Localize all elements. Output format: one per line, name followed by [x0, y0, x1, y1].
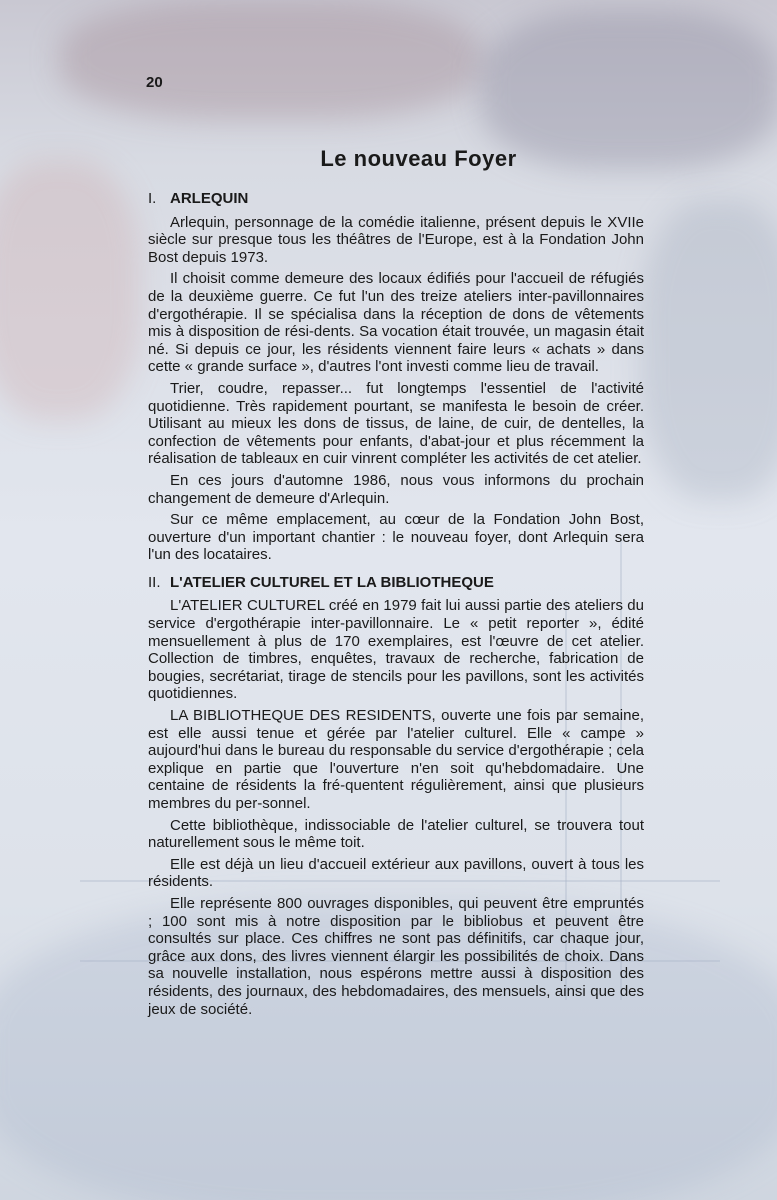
- section-atelier-culturel: [148, 574, 644, 1018]
- page-title: Le nouveau Foyer: [320, 146, 517, 171]
- section-heading: [148, 574, 644, 592]
- article-body: [148, 190, 644, 1028]
- paragraph: Arlequin, personnage de la comédie italienne, présent depuis le XVIIe siècle sur presque tous les théâtres de l'Europe, est à la Fondation John Bost depuis 1973.: [148, 213, 644, 266]
- paragraph: Elle est déjà un lieu d'accueil extérieur aux pavillons, ouvert à tous les résidents.: [148, 855, 644, 891]
- paragraph: Elle représente 800 ouvrages disponibles, qui peuvent être empruntés ; 100 sont mis à notre disposition par le bibliobus et peuvent être consultés sur place. Ces chiffres ne sont pas définitifs, car chaque jour, grâce aux dons, des livres viennent élargir les possibilités de choix. Dans sa nouvelle installation, nous espérons mettre aussi à disposition des résidents, des journaux, des hebdomadaires, des mensuels, ainsi que des jeux de société.: [148, 894, 644, 1018]
- paragraph: Sur ce même emplacement, au cœur de la Fondation John Bost, ouverture d'un important chantier : le nouveau foyer, dont Arlequin sera l'un des locataires.: [148, 511, 644, 564]
- paragraph: LA BIBLIOTHEQUE DES RESIDENTS, ouverte une fois par semaine, est elle aussi tenue et gérée par l'atelier culturel. Elle « campe » aujourd'hui dans le bureau du responsable du service d'ergothérapie ; cela explique en partie que l'ouverture n'en soit qu'hebdomadaire. Une centaine de résidents la fré-quentent régulièrement, ainsi que plusieurs membres du per-sonnel.: [148, 707, 644, 812]
- section-title: L'ATELIER CULTUREL ET LA BIBLIOTHEQUE: [170, 573, 494, 591]
- section-arlequin: [148, 190, 644, 564]
- section-number: II.: [148, 573, 161, 591]
- section-number: I.: [148, 190, 157, 207]
- section-title: ARLEQUIN: [170, 190, 249, 207]
- paragraph: L'ATELIER CULTUREL créé en 1979 fait lui aussi partie des ateliers du service d'ergothérapie inter-pavillonnaire. Le « petit reporter », édité mensuellement à plus de 170 exemplaires, est l'œuvre de cet atelier. Collection de timbres, enquêtes, travaux de recherche, fabrication de bougies, secrétariat, tirage de stencils pour les pavillons, sont les activités quotidiennes.: [148, 597, 644, 703]
- paragraph: Cette bibliothèque, indissociable de l'atelier culturel, se trouvera tout naturellement sous le même toit.: [148, 816, 644, 852]
- page-number: 20: [146, 74, 163, 91]
- paragraph: Trier, coudre, repasser... fut longtemps l'essentiel de l'activité quotidienne. Très rapidement pourtant, se manifesta le besoin de créer. Utilisant au mieux les dons de tissus, de laine, de cuir, de dentelles, la confection de vêtements pour enfants, d'abat-jour et plus récemment la réalisation de tableaux en cuir vinrent compléter les activités de cet atelier.: [148, 379, 644, 468]
- paragraph: En ces jours d'automne 1986, nous vous informons du prochain changement de demeure d'Arlequin.: [148, 471, 644, 507]
- paragraph: Il choisit comme demeure des locaux édifiés pour l'accueil de réfugiés de la deuxième guerre. Ce fut l'un des treize ateliers inter-pavillonnaires d'ergothérapie. Il se spécialisa dans la réception de dons de vêtements mis à disposition de rési-dents. Sa vocation était trouvée, un magasin était né. Si depuis ce jour, les résidents viennent faire leurs « achats » dans cette « grande surface », d'autres l'ont investi comme lieu de travail.: [148, 270, 644, 376]
- section-heading: [148, 190, 644, 208]
